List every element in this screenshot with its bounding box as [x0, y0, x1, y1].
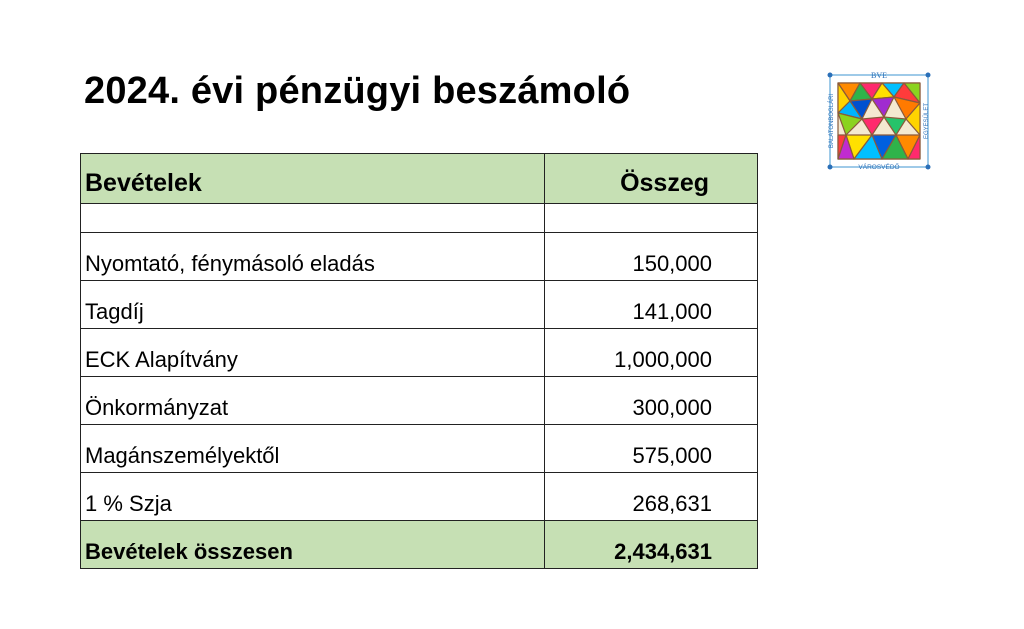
income-table [80, 153, 758, 569]
empty-row [81, 204, 758, 233]
table-row [81, 329, 758, 377]
total-label: Bevételek összesen [81, 521, 545, 569]
table-row [81, 377, 758, 425]
table-row [81, 425, 758, 473]
row-label: 1 % Szja [81, 473, 545, 521]
logo-bottom-text: VÁROSVÉDŐ [858, 164, 900, 171]
total-amount: 2,434,631 [545, 521, 758, 569]
header-label: Bevételek [81, 154, 545, 204]
total-row [81, 521, 758, 569]
logo-right-text: EGYESÜLET [924, 102, 930, 140]
empty-cell [81, 204, 545, 233]
row-amount: 141,000 [545, 281, 758, 329]
row-label: Magánszemélyektől [81, 425, 545, 473]
row-amount: 1,000,000 [545, 329, 758, 377]
row-label: Tagdíj [81, 281, 545, 329]
table-row [81, 473, 758, 521]
row-label: Önkormányzat [81, 377, 545, 425]
association-logo [824, 69, 934, 174]
logo-left-text: BALATONBOGLÁRI [829, 93, 835, 149]
table-header-row [81, 154, 758, 204]
row-label: Nyomtató, fénymásoló eladás [81, 233, 545, 281]
header-amount: Összeg [545, 154, 758, 204]
empty-cell [545, 204, 758, 233]
row-label: ECK Alapítvány [81, 329, 545, 377]
logo-mosaic [838, 83, 920, 159]
page-title: 2024. évi pénzügyi beszámoló [84, 70, 631, 112]
row-amount: 268,631 [545, 473, 758, 521]
row-amount: 300,000 [545, 377, 758, 425]
table-row [81, 233, 758, 281]
row-amount: 150,000 [545, 233, 758, 281]
table-row [81, 281, 758, 329]
row-amount: 575,000 [545, 425, 758, 473]
logo-abbr: BVE [871, 71, 887, 80]
